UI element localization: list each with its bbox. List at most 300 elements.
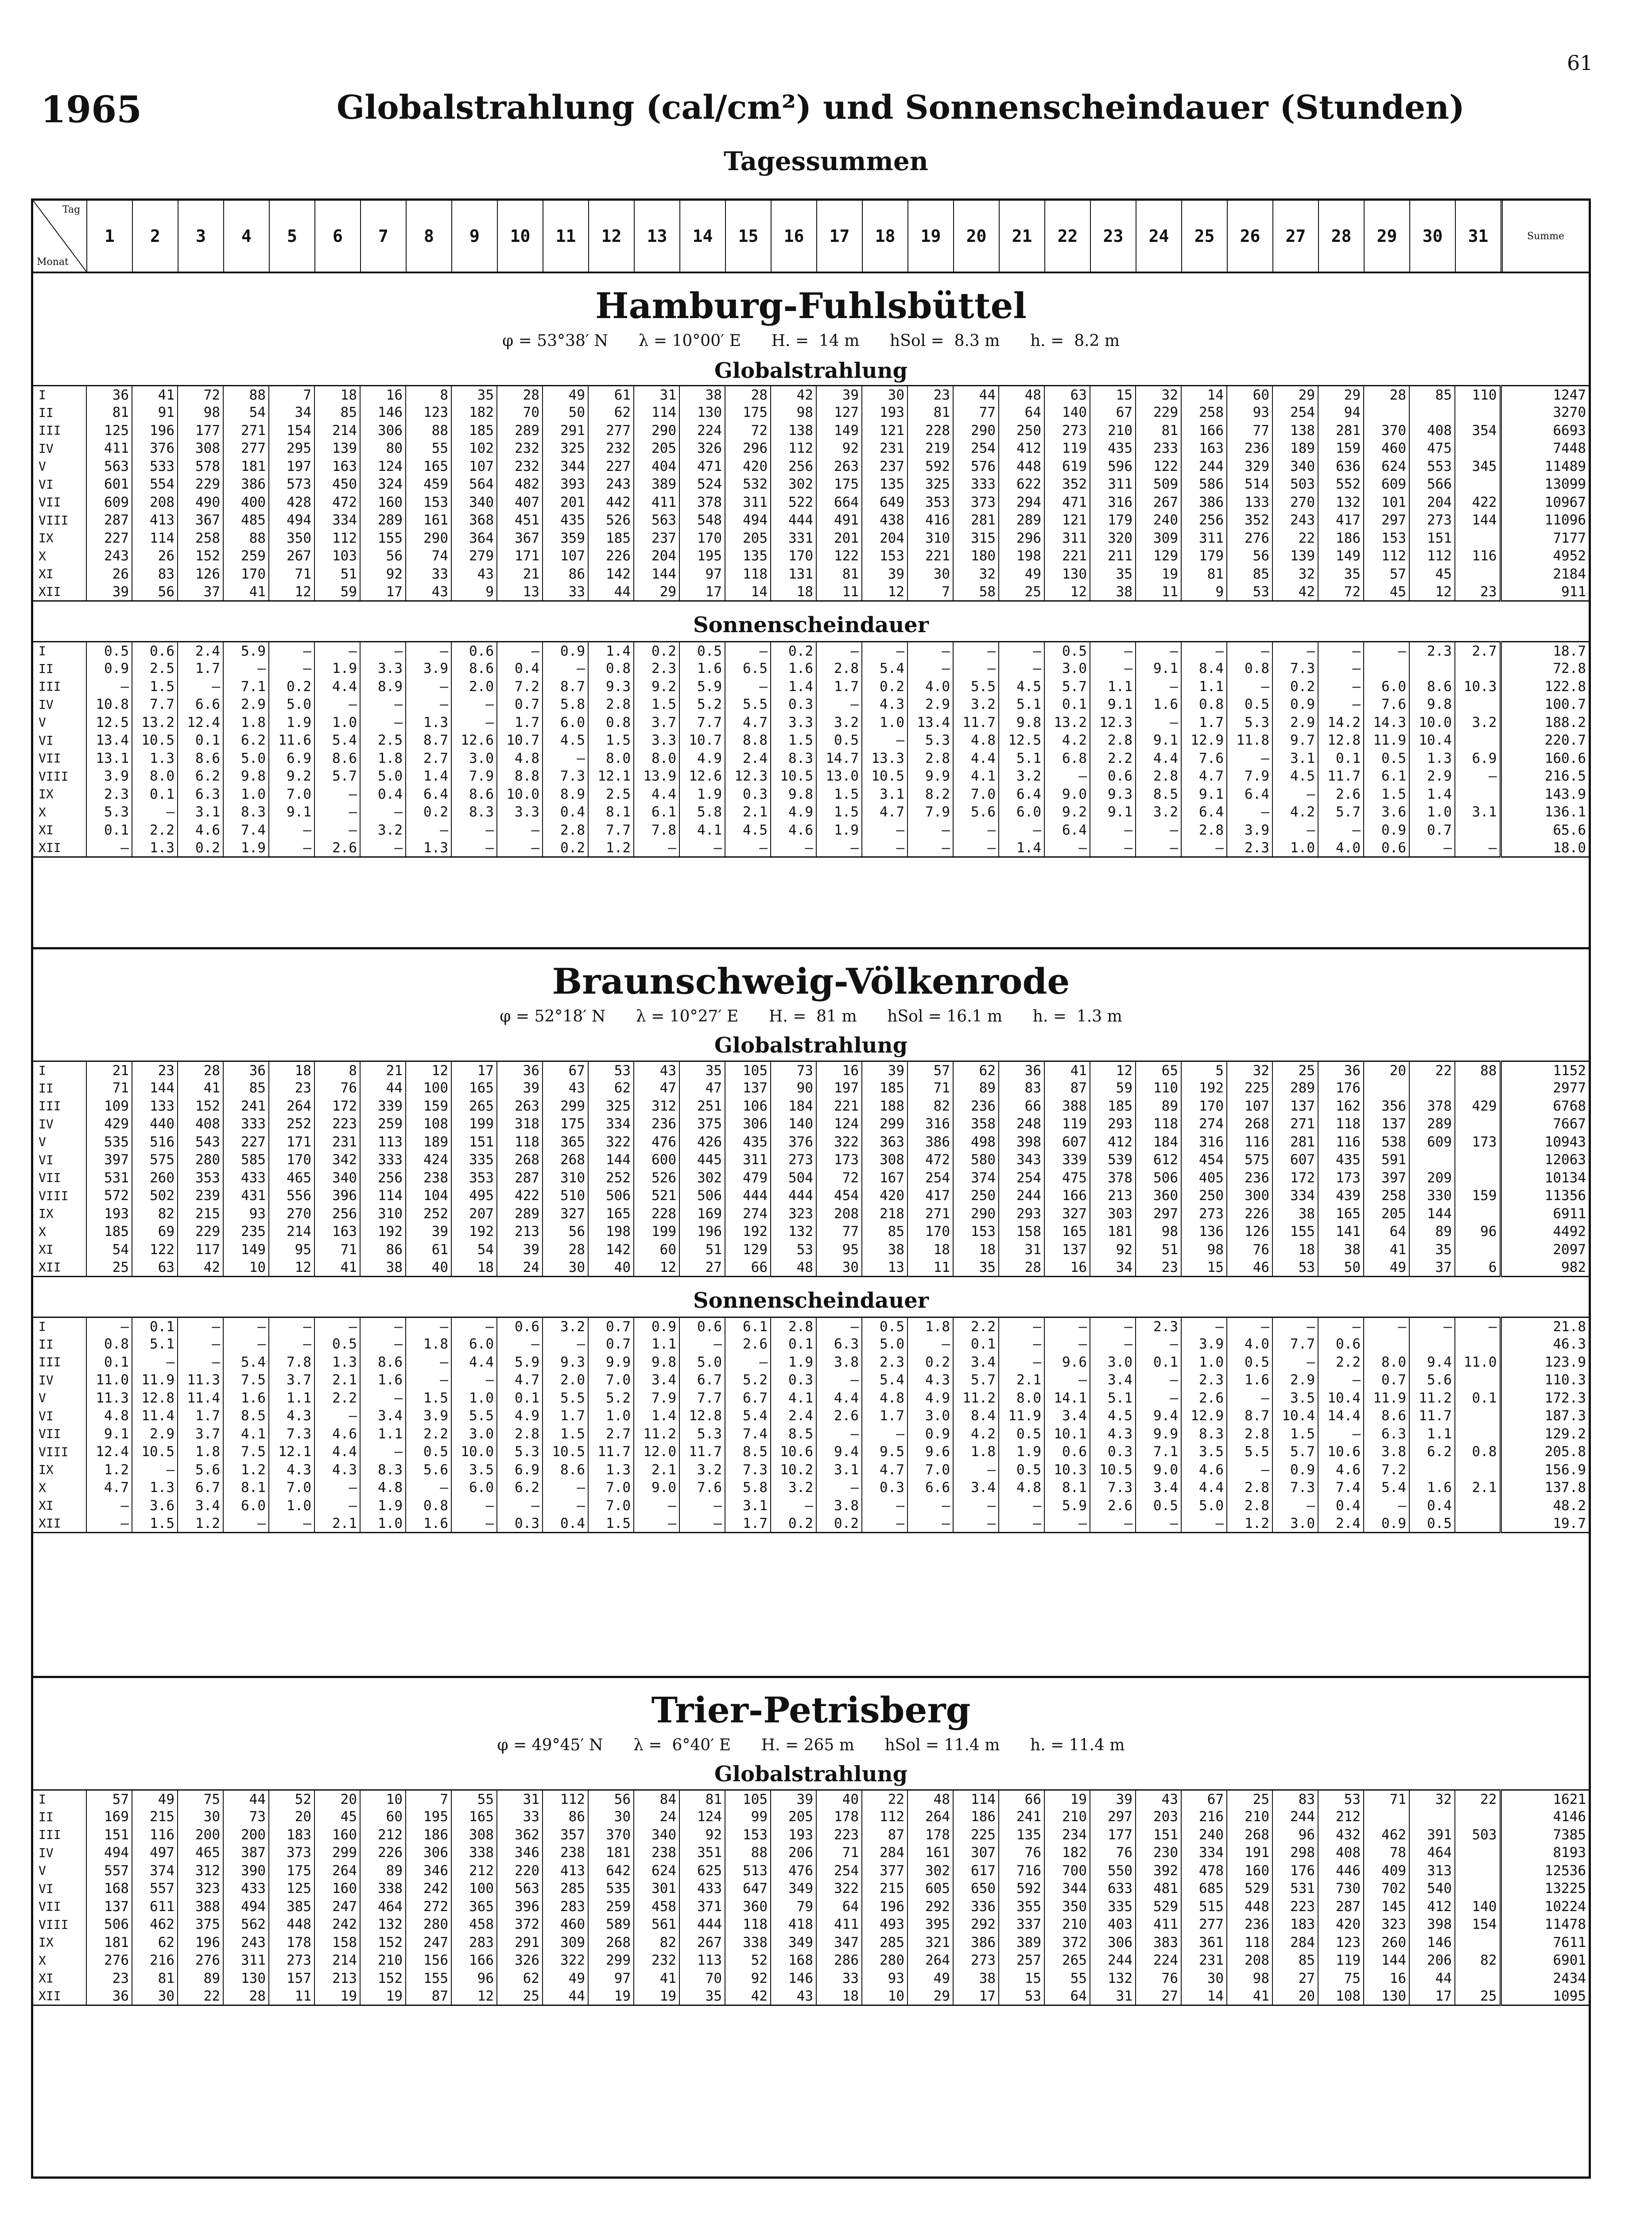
day-value-cell: 4.9	[497, 1407, 543, 1425]
day-value-cell	[1455, 1934, 1501, 1952]
table-row	[33, 547, 1589, 565]
day-value-cell: 398	[1409, 1916, 1455, 1934]
day-value-cell: 321	[907, 1934, 953, 1952]
day-value-cell: 12	[862, 583, 907, 601]
day-value-cell: 205	[725, 529, 771, 548]
day-value-cell: 277	[223, 439, 269, 458]
day-value-cell: 376	[771, 1133, 816, 1151]
day-value-cell	[1455, 1844, 1501, 1862]
day-value-cell: 554	[132, 475, 178, 494]
day-value-cell: 57	[1364, 565, 1409, 583]
day-value-cell: 170	[1181, 1097, 1227, 1115]
day-value-cell: 340	[634, 1826, 679, 1844]
day-value-cell: 35	[451, 386, 497, 404]
day-value-cell: 3.2	[360, 821, 406, 839]
day-value-cell: 225	[953, 1826, 999, 1844]
month-sum-cell: 123.9	[1501, 1353, 1589, 1372]
day-value-cell: 151	[451, 1133, 497, 1151]
day-value-cell: 227	[86, 529, 132, 548]
day-value-cell: 8.6	[451, 785, 497, 804]
day-value-cell: 330	[1409, 1187, 1455, 1205]
day-value-cell: 354	[1455, 422, 1501, 440]
month-sum-cell: 6901	[1501, 1951, 1589, 1970]
day-value-cell: –	[314, 821, 360, 839]
day-value-cell: 0.4	[497, 660, 543, 678]
day-value-cell: 575	[1227, 1151, 1272, 1169]
day-value-cell: 0.5	[1227, 1353, 1272, 1372]
day-value-cell: –	[999, 1515, 1044, 1533]
day-value-cell: 9.9	[588, 1353, 634, 1372]
day-value-cell: 3.0	[907, 1407, 953, 1425]
day-value-cell: 5.1	[132, 1335, 178, 1353]
day-value-cell: 12.1	[269, 1443, 314, 1461]
day-value-cell: 0.5	[999, 1461, 1044, 1479]
day-value-cell: 243	[86, 547, 132, 565]
day-value-cell: 3.4	[1136, 1479, 1181, 1497]
day-value-cell: 213	[314, 1970, 360, 1988]
day-value-cell: 97	[679, 565, 725, 583]
day-value-cell	[1409, 1335, 1455, 1353]
month-sum-cell: 129.2	[1501, 1425, 1589, 1443]
day-value-cell: 0.7	[1409, 821, 1455, 839]
day-value-cell: 195	[406, 1808, 451, 1826]
day-value-cell: 0.2	[816, 1515, 862, 1533]
day-value-cell: –	[862, 731, 907, 750]
day-value-cell: 44	[223, 1790, 269, 1808]
day-value-cell: 4.3	[269, 1407, 314, 1425]
month-label: III	[39, 1827, 61, 1842]
day-value-cell: 4.0	[1227, 1335, 1272, 1353]
day-value-cell: 71	[816, 1844, 862, 1862]
day-value-cell: 9.2	[1044, 803, 1090, 821]
day-value-cell: 30	[588, 1808, 634, 1826]
day-value-cell: 81	[86, 404, 132, 422]
day-value-cell: 8.0	[1364, 1353, 1409, 1372]
day-value-cell: 3.2	[1136, 803, 1181, 821]
day-value-cell: 6.2	[1409, 1443, 1455, 1461]
table-row	[33, 1987, 1589, 2005]
day-header-29: 29	[1364, 201, 1409, 272]
day-header-23: 23	[1090, 201, 1136, 272]
day-value-cell: 2.5	[360, 731, 406, 750]
day-value-cell: 561	[634, 1916, 679, 1934]
day-value-cell: 420	[862, 1187, 907, 1205]
day-value-cell: 7.9	[907, 803, 953, 821]
day-value-cell: 299	[543, 1097, 588, 1115]
day-value-cell: 25	[999, 583, 1044, 601]
month-sum-cell: 10134	[1501, 1169, 1589, 1187]
day-value-cell: 107	[543, 547, 588, 565]
day-value-cell: 344	[1044, 1880, 1090, 1898]
day-value-cell: 529	[1227, 1880, 1272, 1898]
day-value-cell: 336	[953, 1898, 999, 1916]
day-value-cell: 8.1	[1044, 1479, 1090, 1497]
day-value-cell: 229	[1136, 404, 1181, 422]
day-value-cell: –	[816, 1371, 862, 1389]
day-value-cell: 122	[132, 1241, 178, 1259]
day-value-cell: 5.3	[86, 803, 132, 821]
day-value-cell: 361	[1181, 1934, 1227, 1952]
day-value-cell: 64	[816, 1898, 862, 1916]
day-value-cell: 4.7	[862, 803, 907, 821]
day-value-cell: 51	[679, 1241, 725, 1259]
day-value-cell: 119	[1318, 1951, 1364, 1970]
day-value-cell: 5.3	[1227, 714, 1272, 732]
day-value-cell: 417	[1318, 511, 1364, 529]
day-value-cell: –	[1227, 1461, 1272, 1479]
day-header-13: 13	[634, 201, 679, 272]
day-value-cell: 2.6	[1318, 785, 1364, 804]
section-divider	[33, 947, 1589, 949]
day-value-cell: 53	[1227, 583, 1272, 601]
day-value-cell: 458	[634, 1898, 679, 1916]
day-value-cell: 30	[178, 1808, 223, 1826]
day-value-cell: 185	[451, 422, 497, 440]
day-value-cell: 11.6	[269, 731, 314, 750]
day-value-cell: 552	[1318, 475, 1364, 494]
day-value-cell: 5.9	[223, 642, 269, 660]
day-value-cell: 1.8	[360, 750, 406, 768]
day-value-cell: 5.0	[862, 1335, 907, 1353]
day-value-cell: 232	[497, 458, 543, 476]
day-value-cell: 36	[86, 1987, 132, 2005]
day-value-cell: 0.2	[634, 642, 679, 660]
month-sum-cell: 7385	[1501, 1826, 1589, 1844]
day-value-cell: –	[1318, 1317, 1364, 1336]
day-value-cell: 405	[1181, 1169, 1227, 1187]
day-value-cell: 8.8	[497, 767, 543, 785]
day-value-cell: 12.5	[999, 731, 1044, 750]
day-value-cell: 135	[862, 475, 907, 494]
day-value-cell: 600	[634, 1151, 679, 1169]
day-value-cell: 7.9	[634, 1389, 679, 1407]
day-value-cell: 11.9	[1364, 731, 1409, 750]
month-sum-cell: 11096	[1501, 511, 1589, 529]
day-value-cell: 49	[907, 1970, 953, 1988]
day-value-cell: –	[1090, 642, 1136, 660]
day-value-cell: 38	[1272, 1205, 1318, 1223]
day-value-cell: 52	[725, 1951, 771, 1970]
day-value-cell: 75	[1318, 1970, 1364, 1988]
day-value-cell: 1.9	[269, 714, 314, 732]
day-value-cell: 144	[1409, 1205, 1455, 1223]
day-value-cell: 9.1	[1090, 803, 1136, 821]
day-value-cell: 9.0	[634, 1479, 679, 1497]
day-value-cell: 20	[269, 1808, 314, 1826]
day-value-cell: 2.6	[314, 839, 360, 857]
day-value-cell: –	[1044, 839, 1090, 857]
day-value-cell: 130	[223, 1970, 269, 1988]
day-value-cell: 440	[132, 1115, 178, 1133]
day-value-cell	[1455, 1880, 1501, 1898]
day-value-cell: 418	[771, 1916, 816, 1934]
day-value-cell: –	[816, 696, 862, 714]
day-value-cell: 169	[679, 1205, 725, 1223]
day-value-cell: 5.6	[178, 1461, 223, 1479]
station-section	[33, 947, 1589, 1676]
table-row	[33, 439, 1589, 458]
day-value-cell: 13.4	[907, 714, 953, 732]
day-value-cell: 334	[314, 511, 360, 529]
day-value-cell: 0.9	[1364, 1515, 1409, 1533]
day-value-cell: 513	[725, 1862, 771, 1880]
day-value-cell: –	[269, 1317, 314, 1336]
day-value-cell: 208	[132, 494, 178, 512]
day-value-cell: 3.2	[816, 714, 862, 732]
day-value-cell: 231	[1181, 1951, 1227, 1970]
day-value-cell: 4.8	[86, 1407, 132, 1425]
day-value-cell: 386	[907, 1133, 953, 1151]
day-value-cell: 471	[679, 458, 725, 476]
day-value-cell: 41	[132, 386, 178, 404]
month-label: II	[39, 405, 54, 420]
day-value-cell: 161	[907, 1844, 953, 1862]
day-value-cell: 223	[1272, 1898, 1318, 1916]
day-value-cell: 178	[816, 1808, 862, 1826]
day-value-cell: –	[360, 642, 406, 660]
day-value-cell: 4.2	[1044, 731, 1090, 750]
day-value-cell: 191	[1227, 1844, 1272, 1862]
day-value-cell: 11.9	[999, 1407, 1044, 1425]
day-value-cell: 14	[1181, 1987, 1227, 2005]
day-value-cell: 152	[178, 1097, 223, 1115]
day-value-cell: 460	[543, 1916, 588, 1934]
day-value-cell: 228	[907, 422, 953, 440]
day-value-cell: 429	[86, 1115, 132, 1133]
day-value-cell: 60	[634, 1241, 679, 1259]
day-value-cell: 0.2	[862, 678, 907, 696]
day-value-cell: 0.5	[1136, 1497, 1181, 1515]
day-value-cell: 13	[497, 583, 543, 601]
day-value-cell: 481	[1136, 1880, 1181, 1898]
day-value-cell: 292	[953, 1916, 999, 1934]
day-value-cell: 303	[1090, 1205, 1136, 1223]
day-value-cell	[1455, 731, 1501, 750]
day-value-cell: 156	[406, 1951, 451, 1970]
day-value-cell: 137	[1044, 1241, 1090, 1259]
day-value-cell: 2.2	[132, 821, 178, 839]
day-value-cell: 340	[314, 1169, 360, 1187]
table-row	[33, 1790, 1589, 1808]
day-value-cell: 153	[1364, 529, 1409, 548]
day-value-cell: 6.0	[223, 1497, 269, 1515]
day-value-cell: 98	[1227, 1970, 1272, 1988]
day-value-cell: 256	[771, 458, 816, 476]
day-value-cell: 11	[269, 1987, 314, 2005]
day-value-cell: 185	[1090, 1097, 1136, 1115]
day-value-cell: 29	[634, 583, 679, 601]
day-value-cell: 13.3	[862, 750, 907, 768]
day-value-cell: 2.1	[999, 1371, 1044, 1389]
day-value-cell: 31	[999, 1241, 1044, 1259]
day-value-cell: 72	[725, 422, 771, 440]
day-value-cell: 91	[132, 404, 178, 422]
day-value-cell: 158	[314, 1934, 360, 1952]
day-value-cell: 310	[907, 529, 953, 548]
day-value-cell: 2.8	[1227, 1479, 1272, 1497]
day-value-cell: 175	[543, 1115, 588, 1133]
day-value-cell: 6.9	[269, 750, 314, 768]
day-value-cell: 7.0	[269, 785, 314, 804]
day-value-cell: 619	[1044, 458, 1090, 476]
day-value-cell: 9.2	[634, 678, 679, 696]
day-value-cell: 6.0	[1364, 678, 1409, 696]
day-value-cell: –	[634, 1497, 679, 1515]
month-sum-cell: 7611	[1501, 1934, 1589, 1952]
day-value-cell: 3.9	[1227, 821, 1272, 839]
day-value-cell: 72	[1318, 583, 1364, 601]
day-value-cell: 605	[907, 1880, 953, 1898]
day-value-cell: 4.8	[360, 1479, 406, 1497]
day-value-cell: 11	[1136, 583, 1181, 601]
day-value-cell: 431	[223, 1187, 269, 1205]
day-value-cell: 372	[1044, 1934, 1090, 1952]
day-value-cell: 42	[1272, 583, 1318, 601]
month-sum-cell: 1621	[1501, 1790, 1589, 1808]
day-value-cell: 7.9	[1227, 767, 1272, 785]
month-label: X	[39, 1480, 46, 1495]
day-value-cell: 287	[497, 1169, 543, 1187]
day-value-cell: 7.6	[1364, 696, 1409, 714]
day-value-cell: 92	[725, 1970, 771, 1988]
day-value-cell: 0.1	[86, 821, 132, 839]
table-row	[33, 1061, 1589, 1080]
day-value-cell: 114	[953, 1790, 999, 1808]
day-value-cell: 88	[223, 386, 269, 404]
day-value-cell: 351	[679, 1844, 725, 1862]
day-value-cell: 283	[451, 1934, 497, 1952]
day-value-cell: 325	[543, 439, 588, 458]
day-value-cell: –	[1136, 1515, 1181, 1533]
month-sum-cell: 7667	[1501, 1115, 1589, 1133]
day-value-cell: 273	[1409, 511, 1455, 529]
day-value-cell: 21	[360, 1061, 406, 1080]
day-value-cell: 40	[588, 1259, 634, 1277]
day-value-cell: 184	[1136, 1133, 1181, 1151]
day-value-cell: 309	[543, 1934, 588, 1952]
day-value-cell: 158	[999, 1223, 1044, 1241]
day-value-cell: –	[1455, 767, 1501, 785]
day-value-cell: 323	[771, 1205, 816, 1223]
day-value-cell: 44	[1409, 1970, 1455, 1988]
month-label: VIII	[39, 1917, 69, 1932]
day-value-cell: 557	[86, 1862, 132, 1880]
day-value-cell: 0.5	[816, 731, 862, 750]
day-value-cell: 3.6	[132, 1497, 178, 1515]
day-value-cell: 153	[406, 494, 451, 512]
day-value-cell: 230	[1136, 1844, 1181, 1862]
day-value-cell: 5.7	[1272, 1443, 1318, 1461]
day-value-cell: 4.0	[1318, 839, 1364, 857]
day-value-cell: 163	[314, 1223, 360, 1241]
day-value-cell	[1409, 660, 1455, 678]
day-value-cell: 451	[497, 511, 543, 529]
day-value-cell: 273	[1044, 422, 1090, 440]
day-value-cell: –	[269, 1515, 314, 1533]
day-value-cell: 9.6	[907, 1443, 953, 1461]
day-value-cell: 4.6	[1181, 1461, 1227, 1479]
day-value-cell: 165	[406, 458, 451, 476]
day-value-cell: 177	[178, 422, 223, 440]
day-value-cell: 7.8	[634, 821, 679, 839]
day-value-cell: –	[1136, 821, 1181, 839]
day-value-cell: 8.5	[1136, 785, 1181, 804]
day-value-cell: –	[862, 1515, 907, 1533]
day-value-cell: 2.3	[86, 785, 132, 804]
day-value-cell: 236	[1227, 1916, 1272, 1934]
day-value-cell: 71	[1364, 1790, 1409, 1808]
day-value-cell: 0.2	[771, 1515, 816, 1533]
day-value-cell: 3.3	[634, 731, 679, 750]
day-value-cell: 5.5	[451, 1407, 497, 1425]
day-value-cell: 4.6	[771, 821, 816, 839]
day-value-cell: 114	[360, 1187, 406, 1205]
day-value-cell: 7.3	[1272, 660, 1318, 678]
month-sum-cell: 220.7	[1501, 731, 1589, 750]
day-value-cell: 4.2	[953, 1425, 999, 1443]
day-value-cell: 9.3	[543, 1353, 588, 1372]
day-header-30: 30	[1409, 201, 1455, 272]
day-value-cell: 210	[1090, 422, 1136, 440]
table-row	[33, 1916, 1589, 1934]
day-value-cell: 539	[1090, 1151, 1136, 1169]
day-value-cell: 110	[1136, 1079, 1181, 1097]
day-value-cell: 7.4	[1318, 1479, 1364, 1497]
day-value-cell: 12	[451, 1987, 497, 2005]
day-value-cell: 459	[406, 475, 451, 494]
month-sum-cell: 2097	[1501, 1241, 1589, 1259]
day-value-cell: 193	[862, 404, 907, 422]
day-value-cell: 118	[497, 1133, 543, 1151]
day-header-3: 3	[178, 201, 223, 272]
day-value-cell: 7.4	[725, 1425, 771, 1443]
day-value-cell: 16	[360, 386, 406, 404]
day-value-cell: 43	[634, 1061, 679, 1080]
table-row	[33, 1079, 1589, 1097]
month-label: I	[33, 1317, 86, 1336]
month-label: II	[39, 1809, 54, 1824]
day-value-cell: 624	[1364, 458, 1409, 476]
month-label: I	[33, 1790, 86, 1808]
day-value-cell: 160	[314, 1880, 360, 1898]
day-value-cell: 407	[497, 494, 543, 512]
day-value-cell: 4.1	[771, 1389, 816, 1407]
day-value-cell: 1.7	[178, 660, 223, 678]
day-value-cell: 373	[269, 1844, 314, 1862]
month-sum-cell: 18.0	[1501, 839, 1589, 857]
day-value-cell: 10.1	[1044, 1425, 1090, 1443]
day-value-cell: –	[86, 1497, 132, 1515]
day-value-cell: 309	[1136, 529, 1181, 548]
day-value-cell: 67	[543, 1061, 588, 1080]
day-value-cell: 0.4	[543, 1515, 588, 1533]
day-value-cell: 716	[999, 1862, 1044, 1880]
day-value-cell: 497	[132, 1844, 178, 1862]
day-value-cell: 132	[771, 1223, 816, 1241]
day-value-cell: 53	[588, 1061, 634, 1080]
day-value-cell: 8.8	[725, 731, 771, 750]
day-value-cell: 18	[1272, 1241, 1318, 1259]
day-value-cell: 48	[907, 1790, 953, 1808]
day-value-cell: –	[862, 642, 907, 660]
day-value-cell: 204	[862, 529, 907, 548]
day-value-cell: 346	[497, 1844, 543, 1862]
day-value-cell: 9.6	[1044, 1353, 1090, 1372]
day-value-cell: 5.4	[862, 660, 907, 678]
day-value-cell: 130	[1364, 1987, 1409, 2005]
day-value-cell: 83	[999, 1079, 1044, 1097]
day-value-cell: 12.8	[132, 1389, 178, 1407]
